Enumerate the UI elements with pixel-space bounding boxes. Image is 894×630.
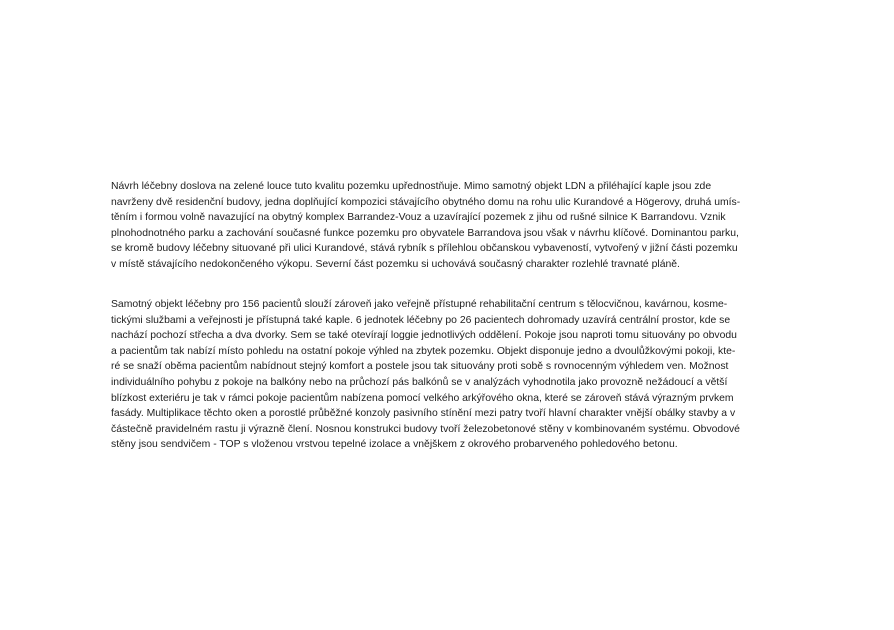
text-line: Návrh léčebny doslova na zelené louce tuto kvalitu pozemku upřednostňuje. Mimo samotný objekt LDN a přiléhající kaple jsou zde [111, 181, 712, 192]
text-line: se kromě budovy léčebny situované při ulici Kurandové, stává rybník s přílehlou občanskou vybaveností, vytvořený v jižní části pozemku [111, 243, 738, 255]
text-line: navrženy dvě residenční budovy, jedna doplňující kompozici stávajícího obytného domu na rohu ulic Kurandové a Högerovy, druhá umís- [111, 196, 741, 208]
paragraph-site-concept [111, 179, 791, 273]
text-line: tickými službami a veřejnosti je přístupná také kaple. 6 jednotek léčebny po 26 pacientech dohromady uzavírá centrální prostor, kde se [111, 314, 731, 326]
text-line: Samotný objekt léčebny pro 156 pacientů slouží zároveň jako veřejně přístupné rehabilitační centrum s tělocvičnou, kavárnou, kosme- [111, 299, 728, 310]
text-line: stěny jsou sendvičem - TOP s vloženou vrstvou tepelné izolace a vnějškem z okrového probarveného pohledového betonu. [111, 439, 678, 451]
text-line: ré se snaží oběma pacientům nabídnout stejný komfort a postele jsou tak situovány proti sobě s rovnocenným výhledem ven. Možnost [111, 361, 729, 373]
text-line: v místě stávajícího nedokončeného výkopu. Severní část pozemku si uchovává současný charakter rozlehlé travnaté pláně. [111, 258, 680, 270]
text-line: individuálního pohybu z pokoje na balkóny nebo na průchozí pás balkónů se v analýzách vyhodnotila jako provozně nežádoucí a větší [111, 376, 728, 388]
text-line: a pacientům tak nabízí místo pohledu na ostatní pokoje výhled na zbytek pozemku. Objekt disponuje jedno a dvoulůžkovými pokoji, kte- [111, 345, 736, 357]
text-line: fasády. Multiplikace těchto oken a porostlé průběžné konzoly pasivního stínění mezi patry tvoří hlavní charakter vnější obálky stavby a v [111, 408, 736, 420]
paragraph-building-description [111, 297, 791, 453]
text-line: blízkost exteriéru je tak v rámci pokoje pacientům nabízena pomocí velkého arkýřového okna, které se zároveň stává výrazným prvkem [111, 392, 734, 404]
text-line: částečně pravidelném rastu ji výrazně člení. Nosnou konstrukci budovy tvoří železobetonové stěny v kombinovaném systému. Obvodové [111, 423, 740, 435]
text-line: nachází pochozí střecha a dva dvorky. Sem se také otevírají loggie jednotlivých oddělení. Pokoje jsou naproti tomu situovány po obvodu [111, 330, 737, 342]
text-line: těním i formou volně navazující na obytný komplex Barrandez-Vouz a uzavírající pozemek z jihu od rušné silnice K Barrandovu. Vznik [111, 212, 726, 224]
text-line: plnohodnotného parku a zachování současné funkce pozemku pro obyvatele Barrandova jsou však v návrhu klíčové. Dominantou parku, [111, 227, 739, 239]
